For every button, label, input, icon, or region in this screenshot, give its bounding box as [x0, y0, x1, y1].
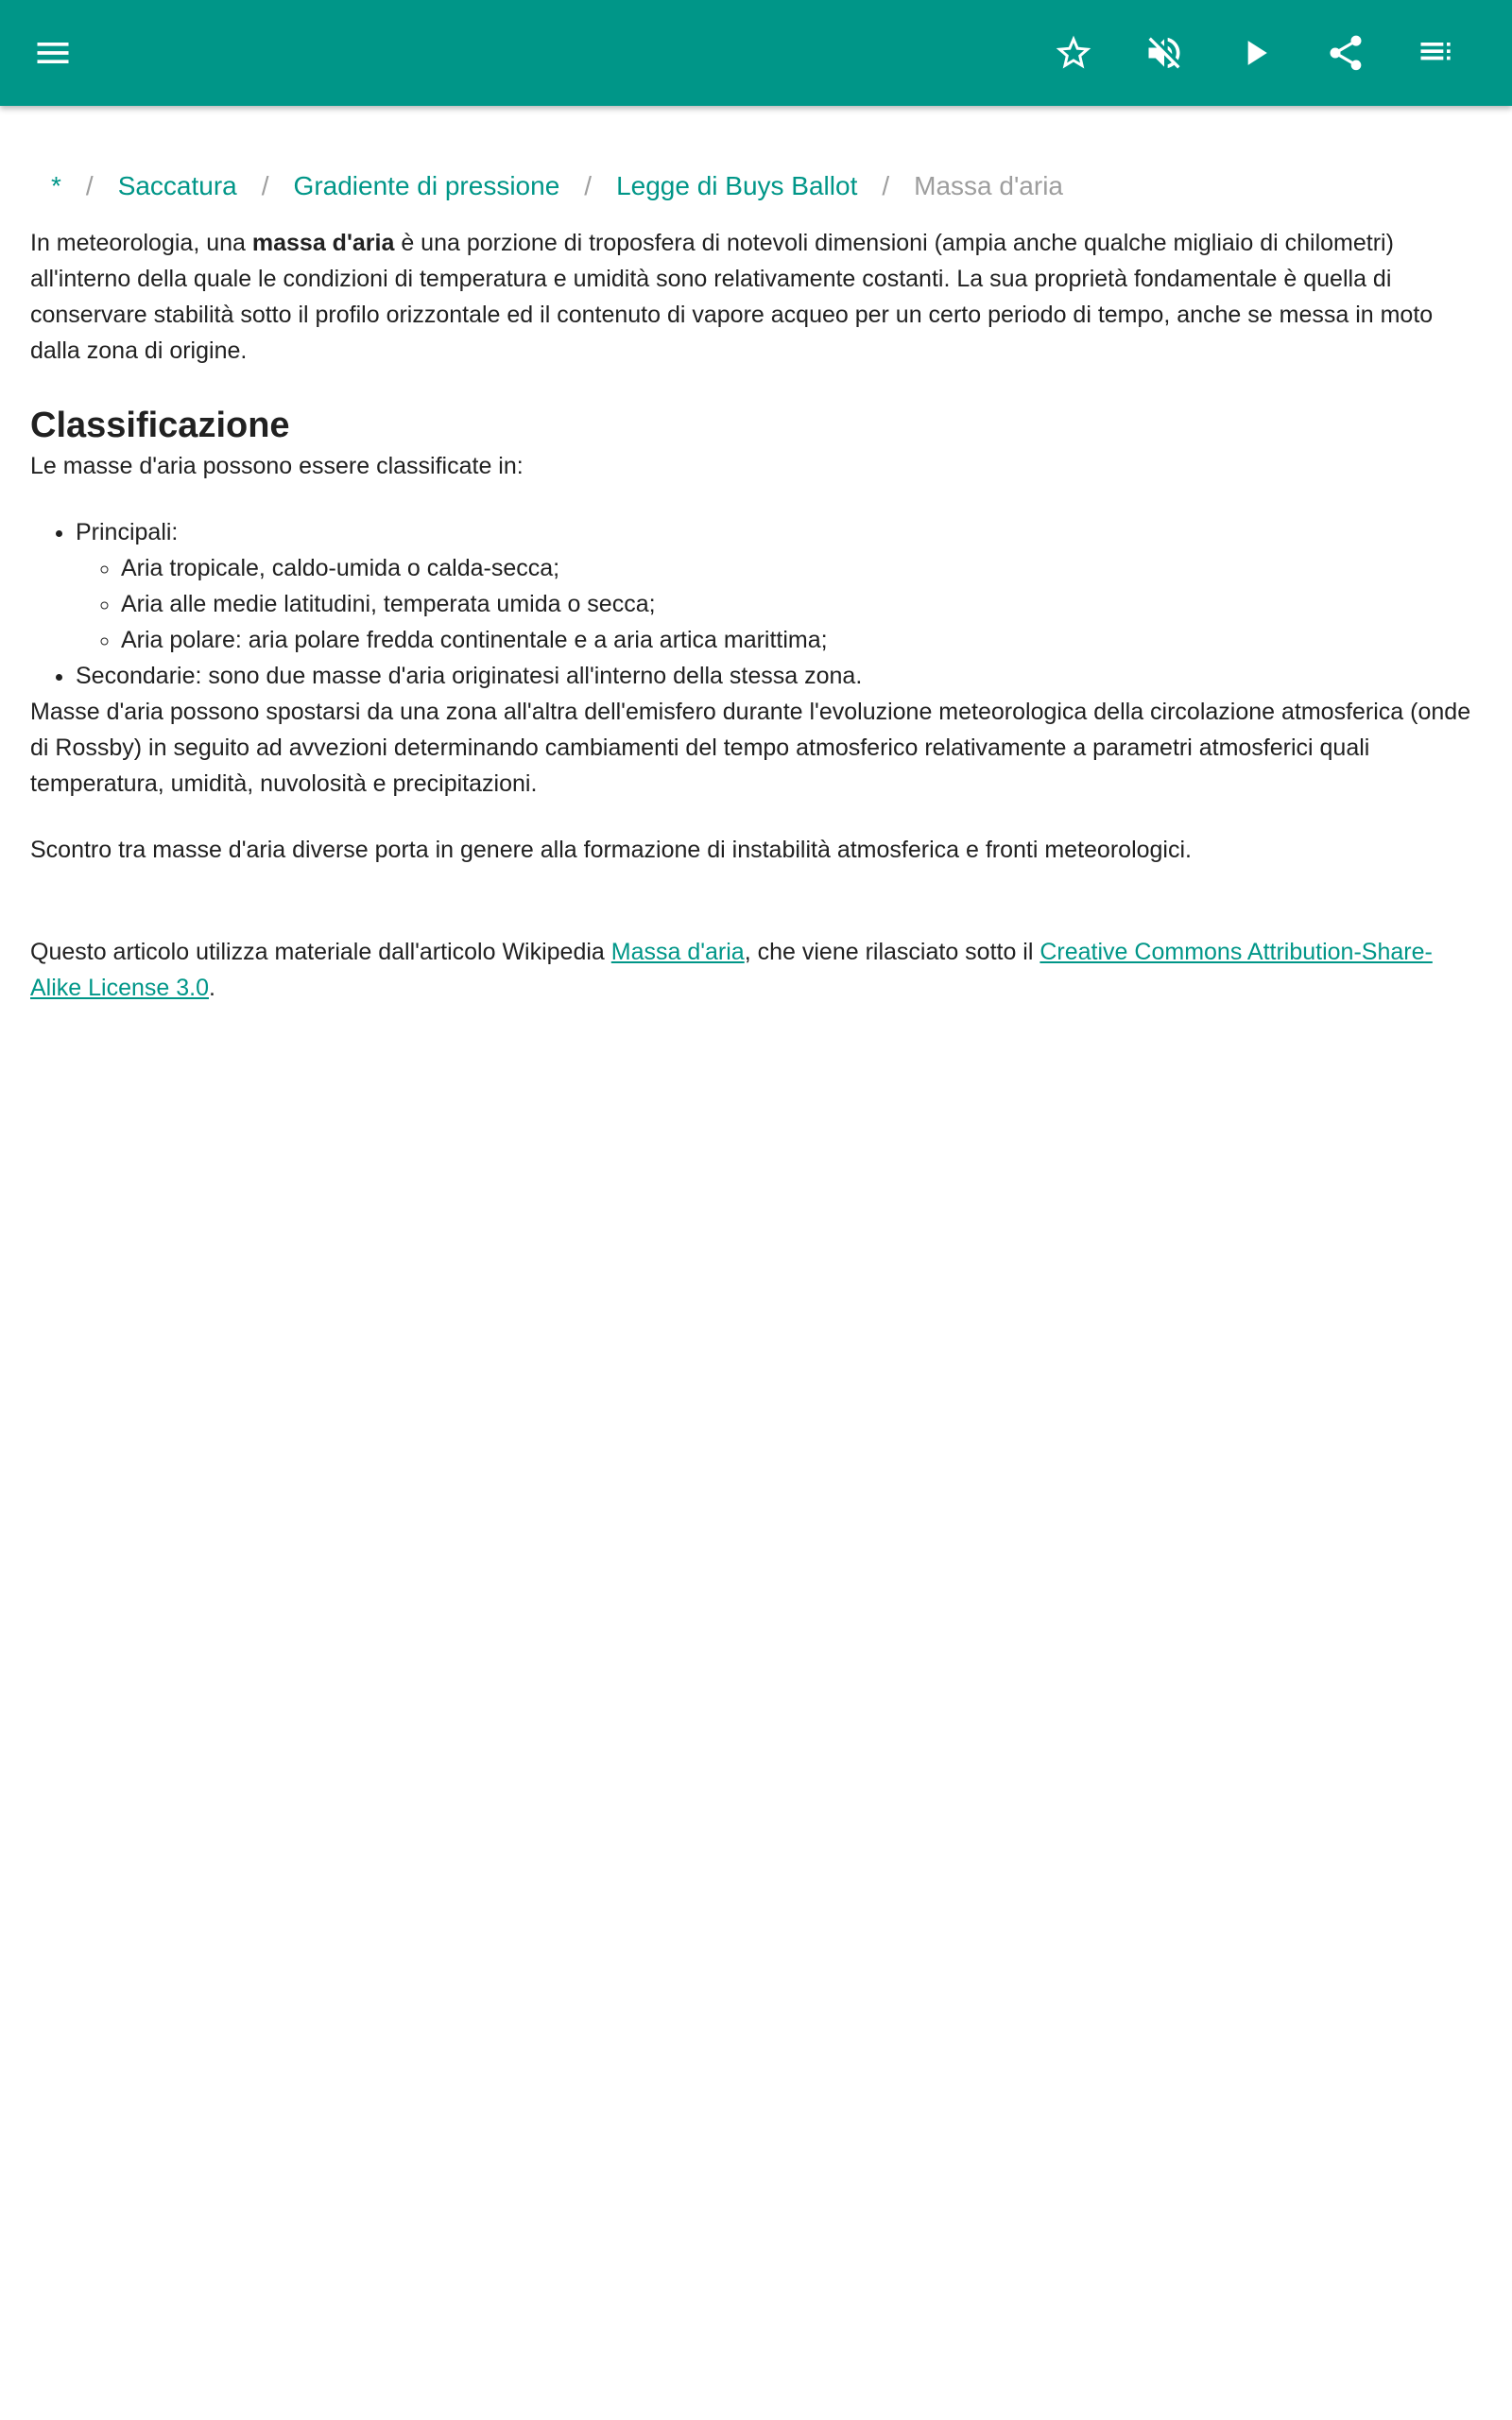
breadcrumb-separator: / — [584, 171, 593, 200]
intro-paragraph — [30, 225, 1482, 369]
breadcrumb-item-gradiente[interactable]: Gradiente di pressione — [293, 171, 560, 200]
play-button[interactable] — [1225, 23, 1285, 83]
playlist-icon — [1416, 32, 1457, 74]
menu-button[interactable] — [23, 23, 83, 83]
breadcrumb — [30, 168, 1482, 204]
star-outline-icon — [1053, 32, 1094, 74]
list-item-principal — [76, 514, 1482, 658]
intro-bold-term: massa d'aria — [251, 230, 395, 256]
article-content — [30, 106, 1482, 1006]
breadcrumb-separator: / — [261, 171, 269, 200]
share-icon — [1325, 32, 1366, 74]
list-item-secondary: • Secondarie: sono due masse d'aria originatesi all'interno della stessa zona. — [76, 658, 1482, 694]
attribution-text-middle: , che viene rilasciato sotto il — [744, 939, 1040, 965]
sublist-item: ◦ Aria polare: aria polare fredda continentale e a aria artica marittima; — [121, 622, 1482, 658]
play-icon — [1234, 32, 1276, 74]
breadcrumb-item-home[interactable]: * — [51, 171, 61, 200]
intro-text-before: In meteorologia, una — [30, 230, 252, 256]
movement-paragraph: Masse d'aria possono spostarsi da una zona all'altra dell'emisfero durante l'evoluzione meteorologica della circolazione atmosferica (onde di Rossby) in seguito ad avvezioni determinando cambiamenti del tempo atmosferico relativamente a parametri atmosferici quali temperatura, umidità, nuvolosità e precipitazioni. — [30, 699, 1471, 797]
share-button[interactable] — [1315, 23, 1376, 83]
attribution-text-before: Questo articolo utilizza materiale dall'articolo Wikipedia — [30, 939, 611, 965]
classification-intro: Le masse d'aria possono essere classificate in: — [30, 453, 524, 479]
breadcrumb-separator: / — [882, 171, 890, 200]
mute-button[interactable] — [1134, 23, 1194, 83]
classification-list — [30, 514, 1482, 694]
breadcrumb-current: Massa d'aria — [914, 171, 1063, 200]
principal-sublist — [76, 550, 1482, 658]
breadcrumb-item-buys-ballot[interactable]: Legge di Buys Ballot — [616, 171, 858, 200]
breadcrumb-item-saccatura[interactable]: Saccatura — [117, 171, 237, 200]
clash-paragraph: Scontro tra masse d'aria diverse porta in genere alla formazione di instabilità atmosferica e fronti meteorologici. — [30, 837, 1192, 863]
wikipedia-article-link[interactable]: Massa d'aria — [610, 939, 745, 965]
section-heading: Classificazione — [30, 406, 290, 445]
license-link[interactable]: Creative Commons Attribution-Share-Alike License 3.0 — [30, 939, 1433, 1001]
attribution-text-after: . — [209, 975, 215, 1001]
sublist-item: ◦ Aria tropicale, caldo-umida o calda-secca; — [121, 550, 1482, 586]
sublist-item: ◦ Aria alle medie latitudini, temperata umida o secca; — [121, 586, 1482, 622]
app-bar — [0, 0, 1512, 106]
volume-off-icon — [1143, 32, 1185, 74]
breadcrumb-separator: / — [85, 171, 94, 200]
attribution-paragraph — [30, 934, 1482, 1006]
favorite-button[interactable] — [1043, 23, 1104, 83]
principal-label: Principali: — [76, 519, 179, 545]
contents-button[interactable] — [1406, 23, 1467, 83]
intro-text-after: è una porzione di troposfera di notevoli dimensioni (ampia anche qualche migliaio di chilometri) all'interno della quale le condizioni di temperatura e umidità sono relativamente costanti. La sua proprietà fondamentale è quella di conservare stabilità sotto il profilo orizzontale ed il contenuto di vapore acqueo per un certo periodo di tempo, anche se messa in moto dalla zona di origine. — [30, 230, 1434, 364]
menu-icon — [32, 32, 74, 74]
